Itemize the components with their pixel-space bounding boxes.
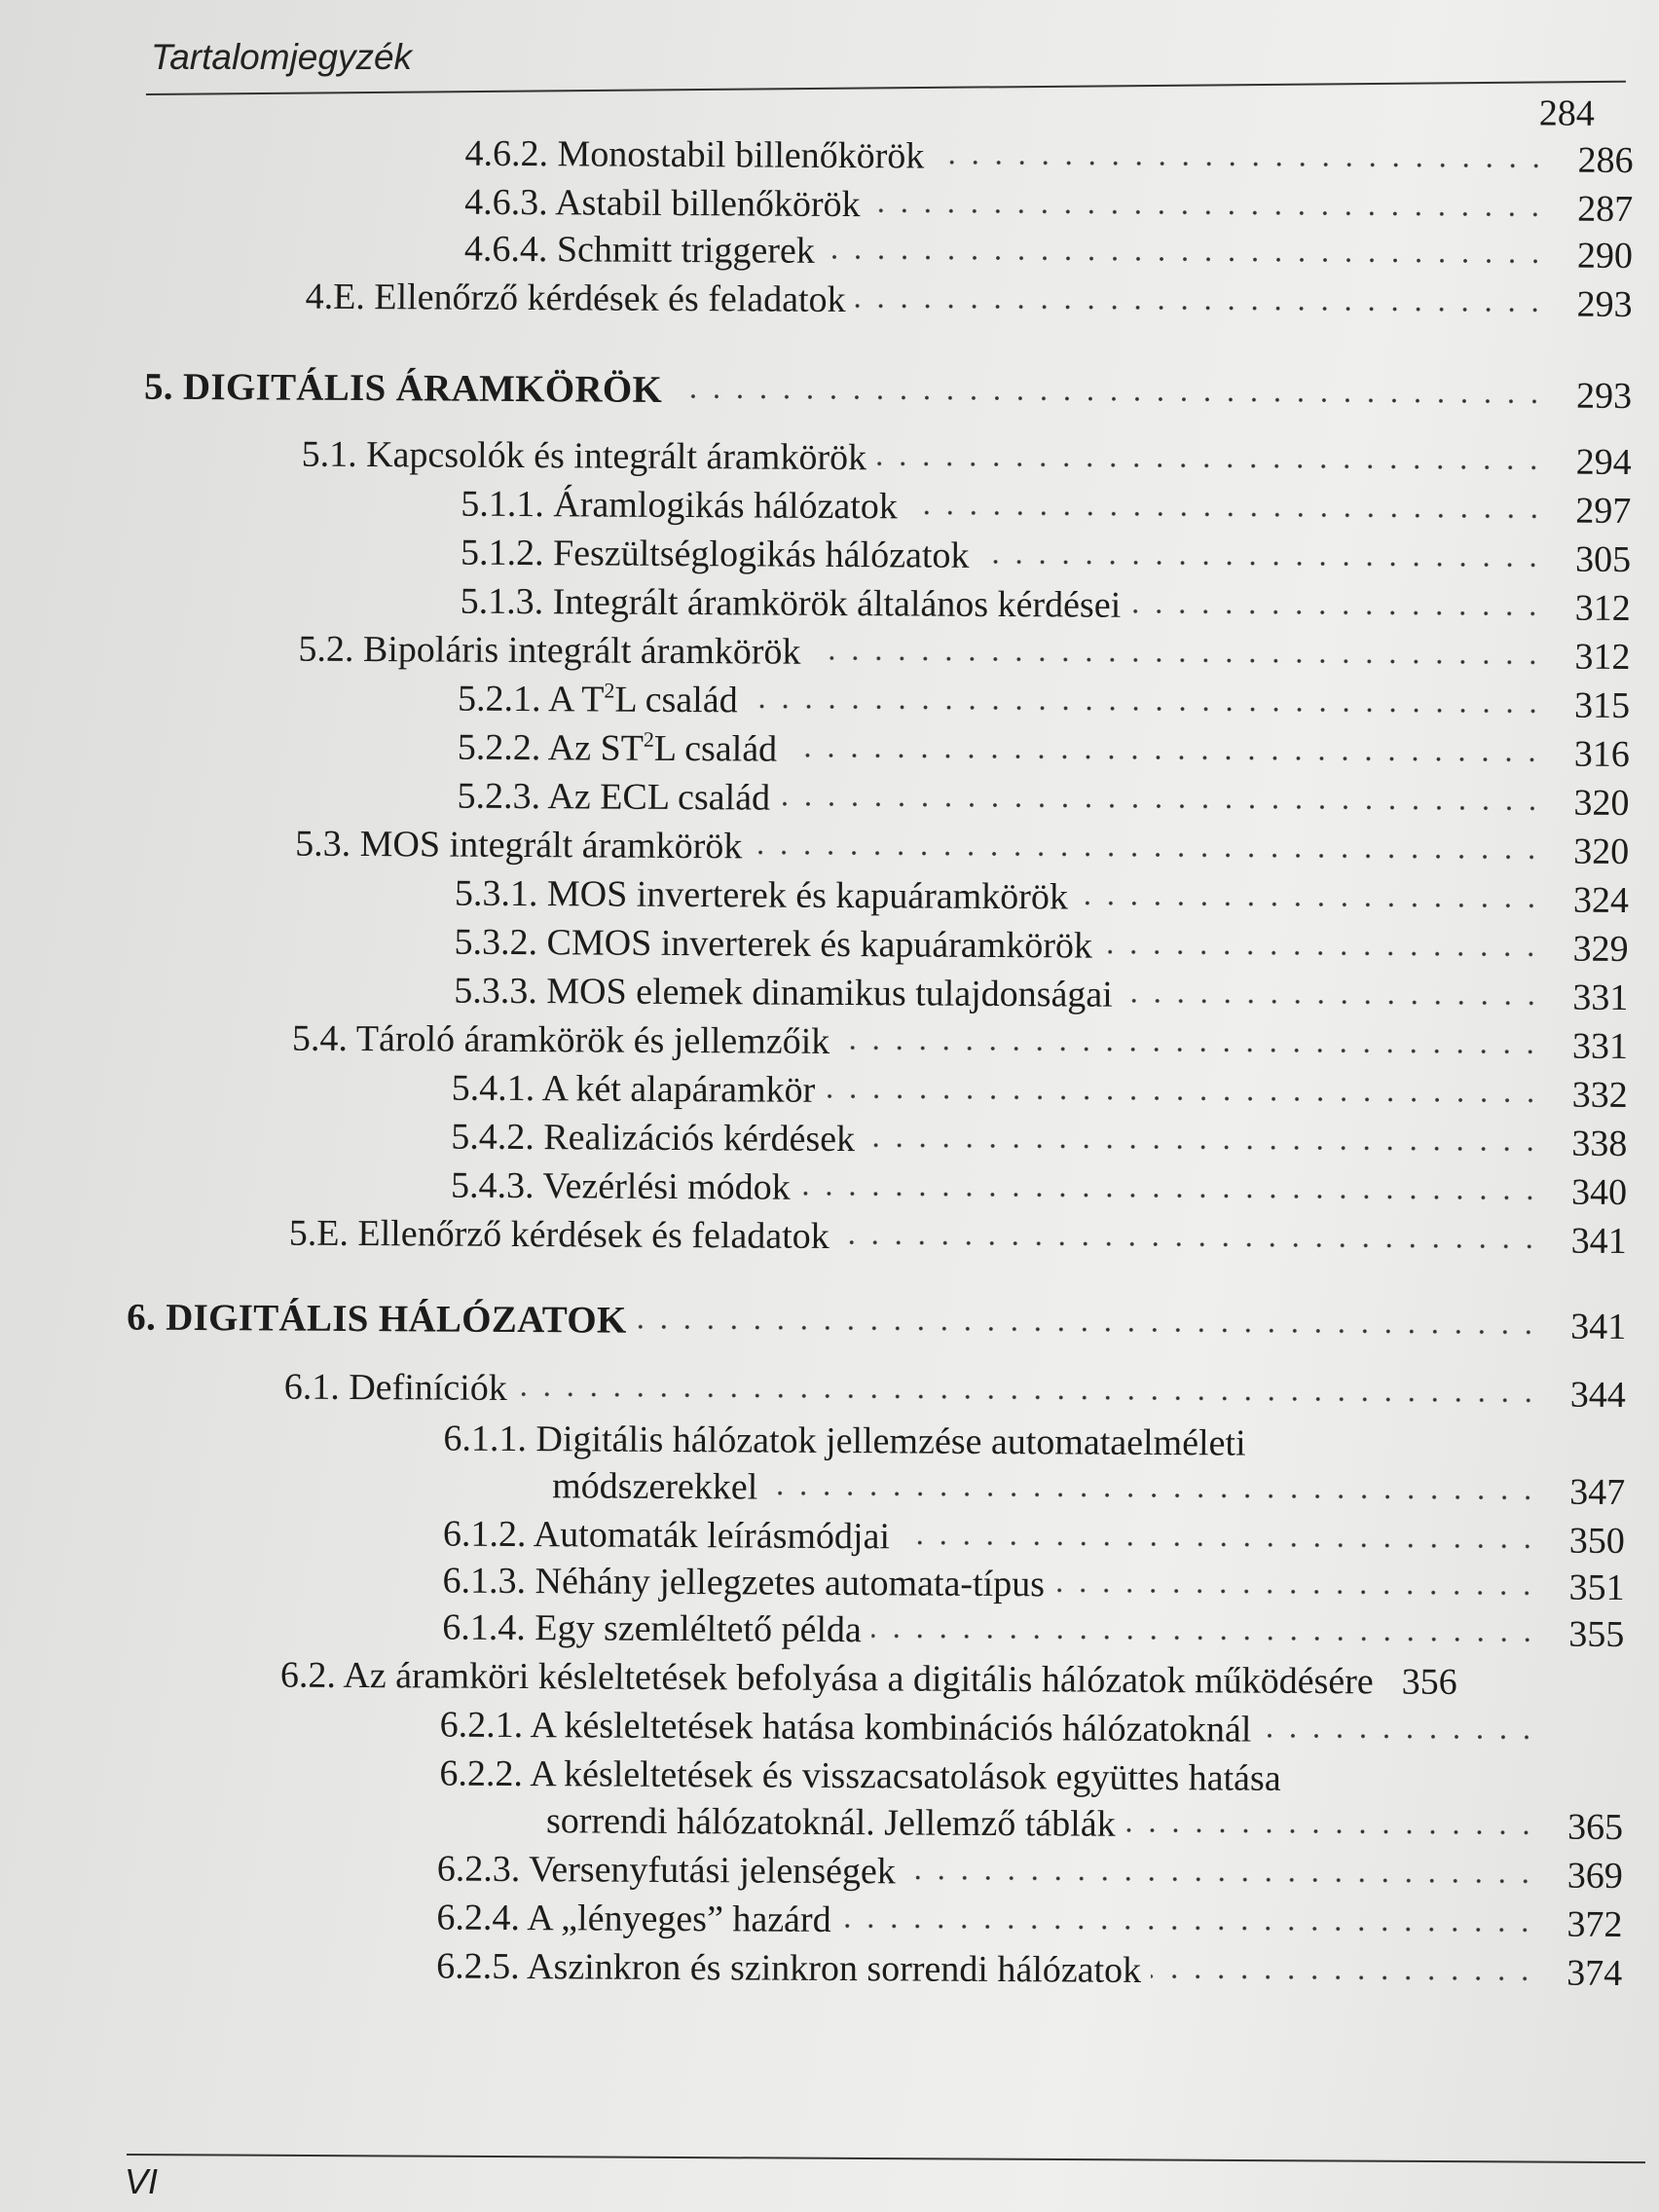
toc-entry-4-6-2: 4.6.2. Monostabil billenőkörök 286 [464,132,1634,181]
toc-entry-6-1-4: 6.1.4. Egy szemléltető példa 355 [442,1606,1625,1655]
dot-leader [1130,605,1545,621]
toc-entry-5-2-3: 5.2.3. Az ECL család 320 [457,775,1630,824]
dot-leader [900,1535,1539,1553]
toc-entry-5-4-1: 5.4.1. A két alapáramkör 332 [451,1067,1628,1116]
toc-entry-5-2: 5.2. Bipoláris integrált áramkörök 312 [298,628,1631,678]
toc-entry-6-2-4: 6.2.4. A „lényeges” hazárd 372 [436,1897,1623,1945]
dot-leader [871,1629,1539,1646]
dot-leader [1102,945,1543,962]
dot-leader [825,1089,1542,1107]
dot-leader [1078,897,1543,913]
dot-leader [978,555,1545,572]
dot-leader [856,299,1547,316]
toc-entry-5-4-3: 5.4.3. Vezérlési módok 340 [450,1164,1628,1213]
dot-leader [841,1919,1537,1936]
toc-entry-5-2-1: 5.2.1. A $T^2L$ család 315 [458,678,1631,726]
toc-entry-5-E: 5.E. Ellenőrző kérdések és feladatok 341 [288,1212,1627,1262]
toc-entry-5-2-2: 5.2.2. Az $ST^2L$ család 316 [457,726,1630,775]
dot-leader [767,1487,1539,1505]
footer-rule [127,2154,1645,2163]
toc-entry-6-1-3: 6.1.3. Néhány jellegzetes automata-típus 351 [442,1560,1625,1608]
toc-entry-6-2-5: 6.2.5. Aszinkron és szinkron sorrendi hálózatok 374 [436,1945,1623,1994]
toc-chapter-6: 6. DIGITÁLIS HÁLÓZATOK 341 [127,1296,1627,1347]
table-of-contents [0,76,1659,2091]
dot-leader [905,1870,1537,1888]
toc-entry-6-2-2-line1: 6.2.2. A késleltetések és visszacsatolások együttes hatása [439,1752,1281,1799]
toc-entry-6-1: 6.1. Definíciók 344 [283,1366,1626,1416]
dot-leader [800,1187,1541,1205]
toc-entry-6-2-3: 6.2.3. Versenyfutási jelenségek 369 [436,1848,1623,1897]
toc-entry-4-6-3: 4.6.3. Astabil billenőkörök 287 [464,181,1634,230]
toc-entry-4-6-4: 4.6.4. Schmitt triggerek 290 [463,228,1634,276]
dot-leader [1054,1583,1539,1600]
dot-leader [839,1041,1542,1058]
toc-entry-6-2: 6.2. Az áramköri késleltetések befolyása a digitális hálózatok működésére 356 [279,1654,1457,1703]
dot-leader [1125,1824,1537,1840]
toc-entry-6-1-2: 6.1.2. Automaták leírásmódjai 350 [442,1513,1625,1562]
running-head-title: Tartalomjegyzék [151,37,413,77]
toc-entry-5-3-3: 5.3.3. MOS elemek dinamikus tulajdonságai 331 [454,970,1629,1018]
toc-chapter-5: 5. DIGITÁLIS ÁRAMKÖRÖK 293 [143,365,1633,417]
dot-leader [870,203,1548,221]
dot-leader [787,749,1544,767]
toc-entry-5-1: 5.1. Kapcsolók és integrált áramkörök 294 [301,433,1632,483]
toc-entry-5-3: 5.3. MOS integrált áramkörök 320 [295,823,1630,872]
toc-entry-5-4: 5.4. Tároló áramkörök és jellemzőik 331 [291,1017,1629,1067]
toc-entry-6-1-1: módszerekkel 347 [552,1465,1626,1513]
dot-leader [1123,994,1543,1011]
dot-leader [876,457,1546,474]
dot-leader [1261,1729,1537,1745]
toc-entry-6-2-1: 6.2.1. A késleltetések hatása kombinációs hálózatoknál [440,1697,1624,1751]
toc-entry-6-1-1-line1: 6.1.1. Digitális hálózatok jellemzése automataelméleti [443,1418,1246,1464]
toc-entry-5-3-1: 5.3.1. MOS inverterek és kapuáramkörök 324 [454,872,1630,921]
dot-leader [839,1235,1541,1253]
toc-entry-4-E: 4.E. Ellenőrző kérdések és feladatok 293 [305,276,1633,325]
dot-leader [517,1387,1540,1407]
dot-leader [810,651,1544,670]
toc-entry-5-1-2: 5.1.2. Feszültséglogikás hálózatok 305 [460,532,1632,580]
dot-leader [865,1138,1541,1156]
dot-leader [672,389,1546,408]
toc-entry-5-3-2: 5.3.2. CMOS inverterek és kapuáramkörök 329 [454,921,1629,970]
dot-leader [637,1320,1541,1340]
dot-leader [752,845,1543,864]
toc-entry-6-2-2: sorrendi hálózatoknál. Jellemző táblák 365 [545,1800,1624,1848]
toc-top-page-number: 284 [1538,92,1595,134]
dot-leader [825,250,1547,269]
dot-leader [1151,1970,1536,1985]
toc-entry-5-1-3: 5.1.3. Integrált áramkörök általános kérdései 312 [460,580,1631,629]
dot-leader [934,156,1547,173]
dot-leader [780,797,1544,816]
toc-entry-5-4-2: 5.4.2. Realizációs kérdések 338 [451,1116,1628,1164]
toc-entry-5-1-1: 5.1.1. Áramlogikás hálózatok 297 [461,483,1632,532]
page-folio: VI [125,2161,159,2201]
dot-leader [748,699,1545,718]
dot-leader [907,505,1546,523]
